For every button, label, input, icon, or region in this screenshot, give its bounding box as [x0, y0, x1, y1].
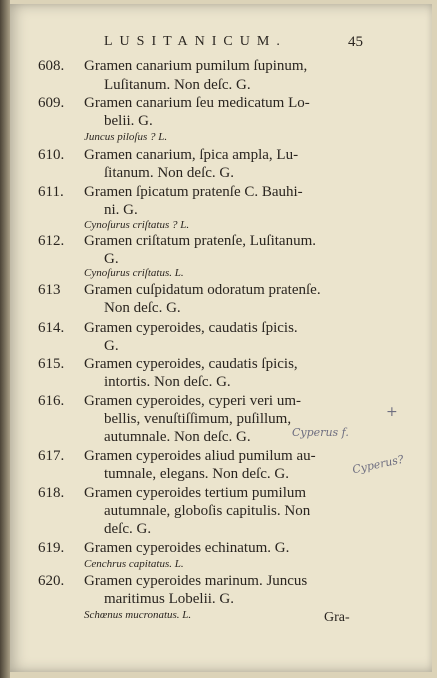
entry-number: 613 [38, 282, 61, 298]
linnaean-synonym: Cynoſurus criſtatus. L. [84, 267, 184, 279]
catchword: Gra- [324, 610, 350, 625]
entry-line: G. [104, 251, 119, 267]
entry-number: 618. [38, 485, 65, 501]
entry-line: belii. G. [104, 113, 153, 129]
entry-number: 609. [38, 95, 65, 111]
entry-line: Gramen cuſpidatum odoratum pratenſe. [84, 282, 321, 298]
linnaean-synonym: Cenchrus capitatus. L. [84, 558, 184, 570]
entry-line: deſc. G. [104, 521, 152, 537]
entry-number: 612. [38, 233, 65, 249]
entry-number: 614. [38, 320, 65, 336]
entry-line: Luſitanum. Non deſc. G. [104, 77, 251, 93]
handwritten-note: Cyperus? [351, 452, 405, 477]
page-gutter [0, 0, 10, 678]
entry-line: G. [104, 338, 119, 354]
entry-line: Non deſc. G. [104, 300, 181, 316]
entry-number: 611. [38, 184, 64, 200]
entry-line: Gramen criſtatum pratenſe, Luſitanum. [84, 233, 317, 249]
entry-number: 620. [38, 573, 65, 589]
entry-line: Gramen cyperoides, cyperi veri um- [84, 393, 301, 409]
handwritten-plus-mark: + [386, 404, 398, 420]
entry-line: Gramen cyperoides marinum. Juncus [84, 573, 308, 589]
handwritten-note: Cyperus f. [292, 426, 349, 439]
page-number: 45 [348, 34, 363, 50]
linnaean-synonym: Schœnus mucronatus. L. [84, 609, 192, 621]
entry-line: Gramen canarium ſeu medicatum Lo- [84, 95, 310, 111]
entry-line: Gramen cyperoides echinatum. G. [84, 540, 290, 556]
entry-line: bellis, venuſtiſſimum, puſillum, [104, 411, 292, 427]
entry-line: maritimus Lobelii. G. [104, 591, 234, 607]
entry-number: 610. [38, 147, 65, 163]
entry-number: 616. [38, 393, 65, 409]
running-header: LUSITANICUM. [104, 34, 287, 49]
entry-number: 619. [38, 540, 65, 556]
entry-number: 617. [38, 448, 65, 464]
entry-line: autumnale, globoſis capitulis. Non [104, 503, 311, 519]
linnaean-synonym: Cynoſurus criſtatus ? L. [84, 219, 190, 231]
entry-line: Gramen cyperoides, caudatis ſpicis. [84, 320, 298, 336]
entry-number: 608. [38, 58, 65, 74]
entry-line: Gramen canarium pumilum ſupinum, [84, 58, 308, 74]
entry-line: Gramen cyperoides, caudatis ſpicis, [84, 356, 298, 372]
entry-line: Gramen canarium, ſpica ampla, Lu- [84, 147, 299, 163]
entry-line: intortis. Non deſc. G. [104, 374, 231, 390]
entry-line: autumnale. Non deſc. G. [104, 429, 251, 445]
entry-line: Gramen ſpicatum pratenſe C. Bauhi- [84, 184, 303, 200]
entry-line: Gramen cyperoides tertium pumilum [84, 485, 307, 501]
entry-line: Gramen cyperoides aliud pumilum au- [84, 448, 316, 464]
entry-line: ni. G. [104, 202, 138, 218]
entry-line: ſitanum. Non deſc. G. [104, 165, 234, 181]
entry-line: tumnale, elegans. Non deſc. G. [104, 466, 289, 482]
entry-number: 615. [38, 356, 65, 372]
linnaean-synonym: Juncus piloſus ? L. [84, 131, 168, 143]
